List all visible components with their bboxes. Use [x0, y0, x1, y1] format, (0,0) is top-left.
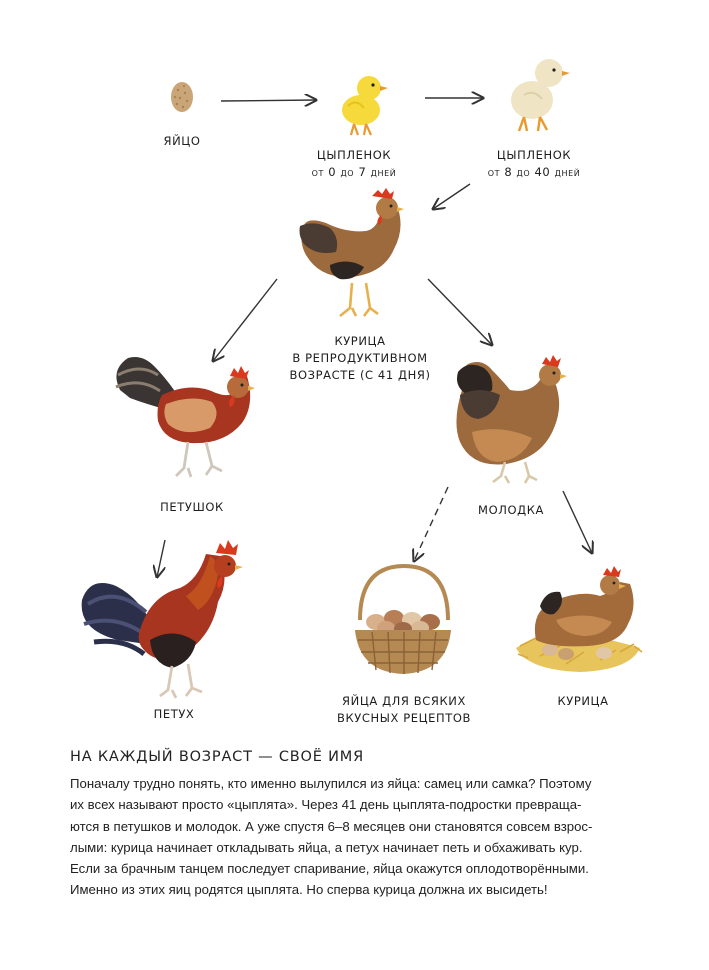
label-eggs-recipes-line-2: ВКУСНЫХ РЕЦЕПТОВ [336, 711, 472, 725]
label-chick-8-40-line-1: ЦЫПЛЕНОК [496, 148, 572, 162]
cream-chick-icon [511, 59, 570, 131]
yellow-chick-icon [342, 76, 388, 135]
body-line: их всех называют просто «цыплята». Через 41 день цыплята-подростки превраща- [70, 797, 582, 813]
label-egg-line-1: ЯЙЦО [163, 134, 201, 148]
arrow-pullet-to-eggs [414, 487, 448, 561]
rooster-icon [82, 540, 243, 698]
body-paragraph [70, 773, 680, 901]
cockerel-icon [116, 357, 255, 477]
arrow-pullet-to-hen [563, 491, 592, 553]
label-hen-reproductive-line-1: КУРИЦА [334, 334, 386, 348]
label-eggs-recipes [337, 693, 471, 727]
label-chick-0-7-line-2: от 0 до 7 дней [311, 165, 397, 179]
arrow-hen-to-cockerel [213, 279, 277, 361]
body-line: Поначалу трудно понять, кто именно вылупился из яйца: самец или самка? Поэтому [70, 776, 592, 791]
body-line: Если за брачным танцем последует спаривание, яйца окажутся оплодотворёнными. [70, 861, 589, 877]
body-line: Именно из этих яиц родятся цыплята. Но сперва курица должна их высидеть! [70, 882, 548, 898]
label-chick-0-7 [312, 147, 397, 181]
egg-icon [171, 82, 193, 112]
arrow-cockerel-to-rooster [157, 540, 165, 577]
label-chick-0-7-line-1: ЦЫПЛЕНОК [316, 148, 392, 162]
label-hen [557, 693, 608, 710]
arrow-egg-to-chick [221, 100, 316, 101]
egg-basket-icon [355, 566, 451, 674]
arrow-chick-to-hen [433, 184, 470, 209]
label-cockerel [160, 499, 224, 516]
label-pullet-line-1: МОЛОДКА [478, 503, 544, 517]
label-rooster-line-1: ПЕТУХ [153, 707, 195, 721]
body-line: ются в петушков и молодок. А уже спустя 6–8 месяцев они становятся совсем взрос- [70, 818, 593, 834]
label-chick-8-40 [488, 147, 581, 181]
label-hen-reproductive [289, 333, 430, 384]
body-line: лыми: курица начинает откладывать яйца, а петух начинает петь и обхаживать кур. [70, 839, 583, 855]
label-hen-reproductive-line-3: ВОЗРАСТЕ (С 41 ДНЯ) [289, 368, 431, 382]
label-cockerel-line-1: ПЕТУШОК [160, 500, 224, 514]
hen-reproductive-icon [300, 188, 405, 316]
label-egg [164, 133, 201, 150]
arrow-hen-to-pullet [428, 279, 492, 345]
label-eggs-recipes-line-1: ЯЙЦА ДЛЯ ВСЯКИХ [342, 694, 466, 708]
label-pullet [478, 502, 544, 519]
pullet-icon [456, 355, 567, 483]
section-title: НА КАЖДЫЙ ВОЗРАСТ — СВОЁ ИМЯ [70, 749, 364, 765]
nesting-hen-icon [516, 566, 642, 672]
label-hen-line-1: КУРИЦА [557, 694, 609, 708]
label-rooster [154, 706, 195, 723]
label-chick-8-40-line-2: от 8 до 40 дней [487, 165, 581, 179]
label-hen-reproductive-line-2: В РЕПРОДУКТИВНОМ [292, 351, 428, 365]
